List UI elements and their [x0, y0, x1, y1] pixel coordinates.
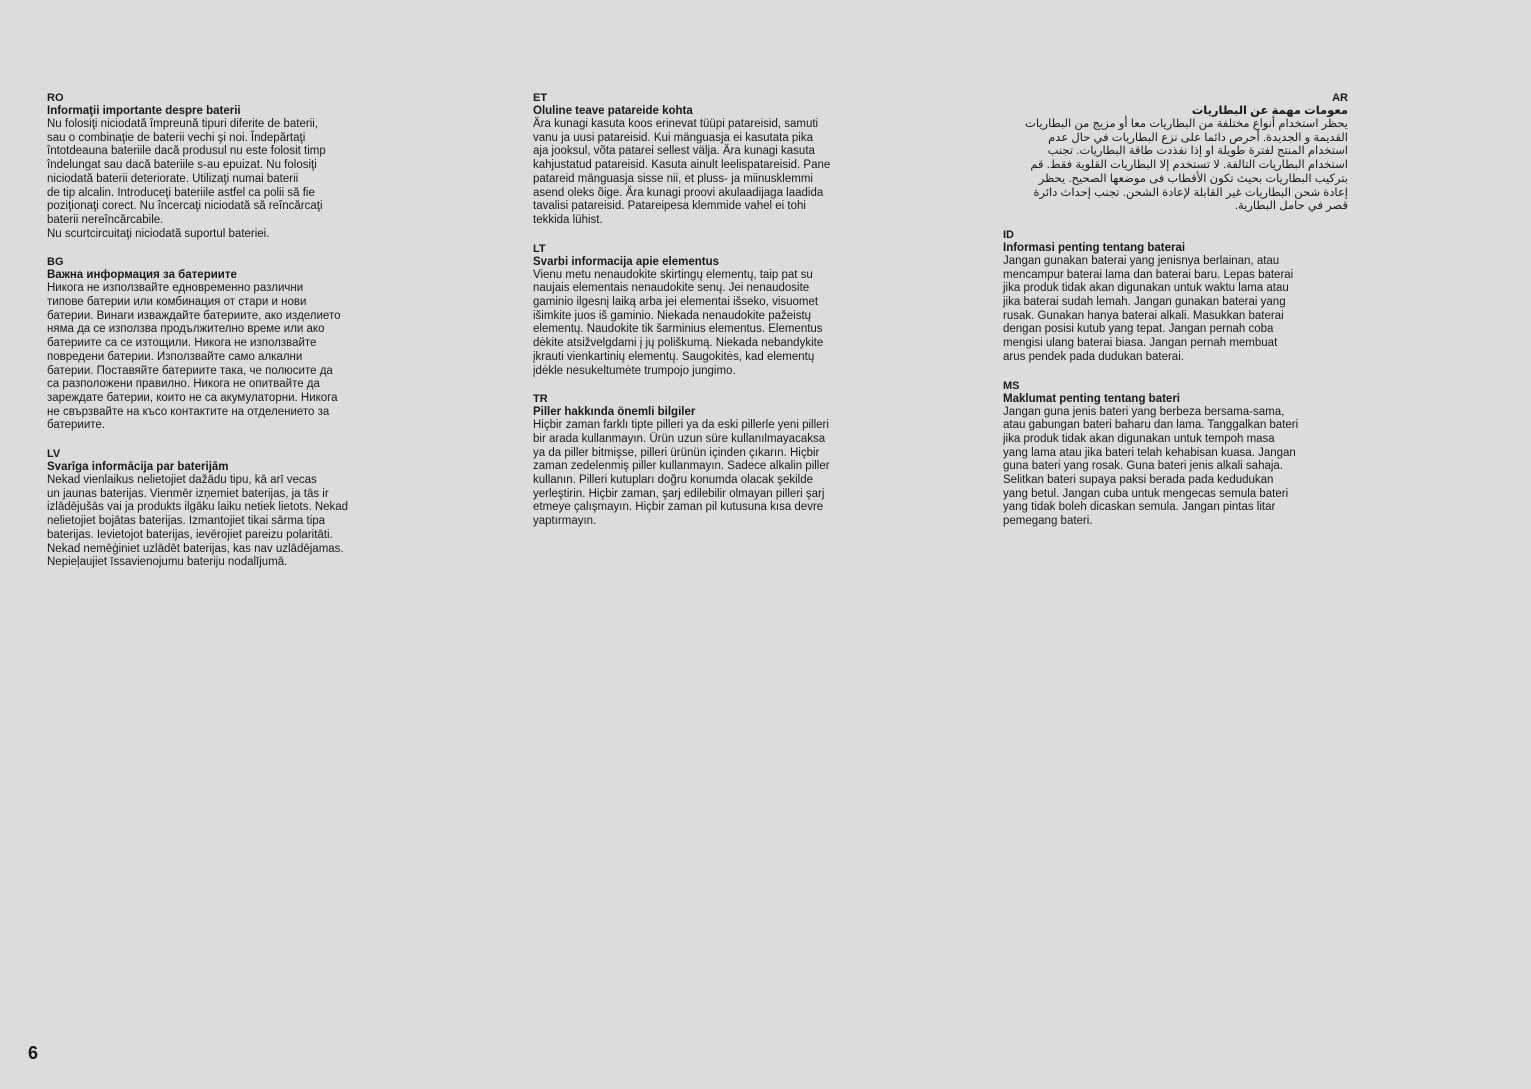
section-heading: Piller hakkında önemli bilgiler: [533, 406, 696, 419]
section-ms: [1003, 379, 1348, 529]
language-code: BG: [47, 256, 64, 269]
section-body: Nekad vienlaikus nelietojiet dažādu tipu, kā arī vecas un jaunas baterijas. Vienmēr izņemiet baterijas, ja tās ir izlādējušās vai ja produkts ilgāku laiku netiek lietots. Nekad nelietojiet bojātas baterijas. Izmantojiet tikai sārma tipa baterijas. Ievietojot baterijas, ievērojiet pareizu polaritāti. Nekad nemēģiniet uzlādēt baterijas, kas nav uzlādējamas. Nepieļaujiet īssavienojumu bateriju nodalījumā.: [47, 474, 349, 569]
section-body: يحظر استخدام أنواع مختلفة من البطاريات معا أو مزيج من البطاريات القديمة و الجديدة. أحرص دائما على نزع البطاريات في حال عدم استخدام المنتج لفترة طويلة او إذا نفذدت طاقة البطاريات. تجنب استخدام البطاريات التالفة. لا تستخدم إلا البطاريات القلوية فقط. قم بتركيب البطاريات بحيث تكون الأقطاب فى موضعها الصحيح. يحظر إعادة شحن البطاريات غير القابلة لإعادة الشحن. تجنب إحداث دائرة قصر في حامل البطارية.: [1025, 118, 1348, 213]
section-body: Никога не използвайте едновременно различни типове батерии или комбинация от стари и нови батерии. Винаги изваждайте батериите, ако изделието няма да се използва продължително време или ако батериите са се изтощили. Никога не използвайте повредени батерии. Използвайте само алкални батерии. Поставяйте батериите така, че полюсите да са разположени правилно. Никога не опитвайте да зареждате батерии, които не са акумулаторни. Никога не свързвайте на късо контактите на отделението за батериите.: [47, 282, 341, 432]
section-body: Jangan guna jenis bateri yang berbeza bersama-sama, atau gabungan bateri baharu dan lama. Tanggalkan bateri jika produk tidak akan digunakan untuk tempoh masa yang lama atau jika bateri telah kehabisan kuasa. Jangan guna bateri yang rosak. Guna bateri jenis alkali sahaja. Selitkan bateri supaya paksi berada pada kedudukan yang betul. Jangan cuba untuk mengecas semula bateri yang tidak boleh dicaskan semula. Jangan pintas litar pemegang bateri.: [1003, 405, 1299, 528]
section-heading: Oluline teave patareide kohta: [533, 105, 693, 117]
section-et: [533, 91, 878, 228]
section-heading: Maklumat penting tentang bateri: [1003, 392, 1180, 405]
section-body: Ära kunagi kasuta koos erinevat tüüpi patareisid, samuti vanu ja uusi patareisid. Kui mänguasja ei kasutata pika aja jooksul, võta patarei sellest välja. Ära kunagi kasuta kahjustatud patareisid. Kasuta ainult leelispatareisid. Pane patareid mänguasja sisse nii, et pluss- ja miinusklemmi asend oleks õige. Ära kunagi proovi akulaadijaga laadida tavalisi patareisid. Patareipesa klemmide vahel ei tohi tekkida lühist.: [533, 118, 831, 226]
column-right: [1003, 91, 1348, 543]
language-code: MS: [1003, 379, 1020, 392]
column-left: [47, 91, 392, 584]
section-heading: Informasi penting tentang baterai: [1003, 241, 1186, 254]
section-body: Nu folosiţi niciodată împreună tipuri diferite de baterii, sau o combinaţie de baterii vechi şi noi. Îndepărtaţi întotdeauna bateriile dacă produsul nu este folosit timp îndelungat sau dacă bateriile s-au epuizat. Nu folosiţi niciodată baterii deteriorate. Utilizaţi numai baterii de tip alcalin. Introduceţi bateriile astfel ca polii să fie poziţionaţi corect. Nu încercaţi niciodată să reîncărcaţi baterii nereîncărcabile. Nu scurtcircuitaţi niciodată suportul bateriei.: [47, 118, 326, 240]
section-body: Vienu metu nenaudokite skirtingų elementų, taip pat su naujais elementais nenaudokite senų. Jei nenaudosite gaminio ilgesnį laiką arba jei elementai išseko, visuomet išimkite juos iš gaminio. Niekada nenaudokite pažeistų elementų. Naudokite tik šarminius elementus. Elementus dėkite atsižvelgdami į jų poliškumą. Niekada nebandykite įkrauti vienkartinių elementų. Saugokitės, kad elementų įdėkle nesukeltumėte trumpojo jungimo.: [533, 268, 824, 377]
column-middle: [533, 91, 878, 543]
language-code: AR: [1332, 92, 1348, 104]
section-lv: [47, 447, 392, 570]
language-code: LT: [533, 242, 546, 255]
page-number: 6: [28, 1043, 39, 1063]
language-code: ID: [1003, 228, 1014, 241]
section-ar: [1003, 91, 1348, 214]
section-id: [1003, 228, 1348, 365]
language-code: TR: [533, 393, 548, 406]
section-body: Hiçbir zaman farklı tipte pilleri ya da eski pillerle yeni pilleri bir arada kullanmayın. Ürün uzun süre kullanılmayacaksa ya da piller bitmişse, pilleri ürünün içinden çıkarın. Hiçbir zaman zedelenmiş piller kullanmayın. Sadece alkalin piller kullanın. Pilleri kutupları doğru konumda olacak şekilde yerleştirin. Hiçbir zaman, şarj edilebilir olmayan pilleri şarj etmeye çalışmayın. Hiçbir zaman pil kutusuna kısa devre yaptırmayın.: [533, 419, 830, 528]
language-code: ET: [533, 92, 548, 104]
section-ro: [47, 91, 392, 241]
section-heading: Svarbi informacija apie elementus: [533, 255, 719, 268]
section-body: Jangan gunakan baterai yang jenisnya berlainan, atau mencampur baterai lama dan baterai baru. Lepas baterai jika produk tidak akan digunakan untuk waktu lama atau jika baterai sudah lemah. Jangan gunakan baterai yang rusak. Gunakan hanya baterai alkali. Masukkan baterai dengan posisi kutub yang tepat. Jangan pernah coba mengisi ulang baterai biasa. Jangan pernah membuat arus pendek pada dudukan baterai.: [1003, 254, 1294, 363]
section-heading: Svarīga informācija par baterijām: [47, 461, 229, 474]
language-code: RO: [47, 92, 64, 104]
language-code: LV: [47, 448, 61, 461]
section-heading: Важна информация за батериите: [47, 269, 237, 282]
section-lt: [533, 242, 878, 379]
section-tr: [533, 392, 878, 529]
section-heading: Informaţii importante despre baterii: [47, 105, 241, 117]
section-bg: [47, 255, 392, 433]
section-heading: معومات مهمة عن البطاريات: [1191, 105, 1348, 117]
